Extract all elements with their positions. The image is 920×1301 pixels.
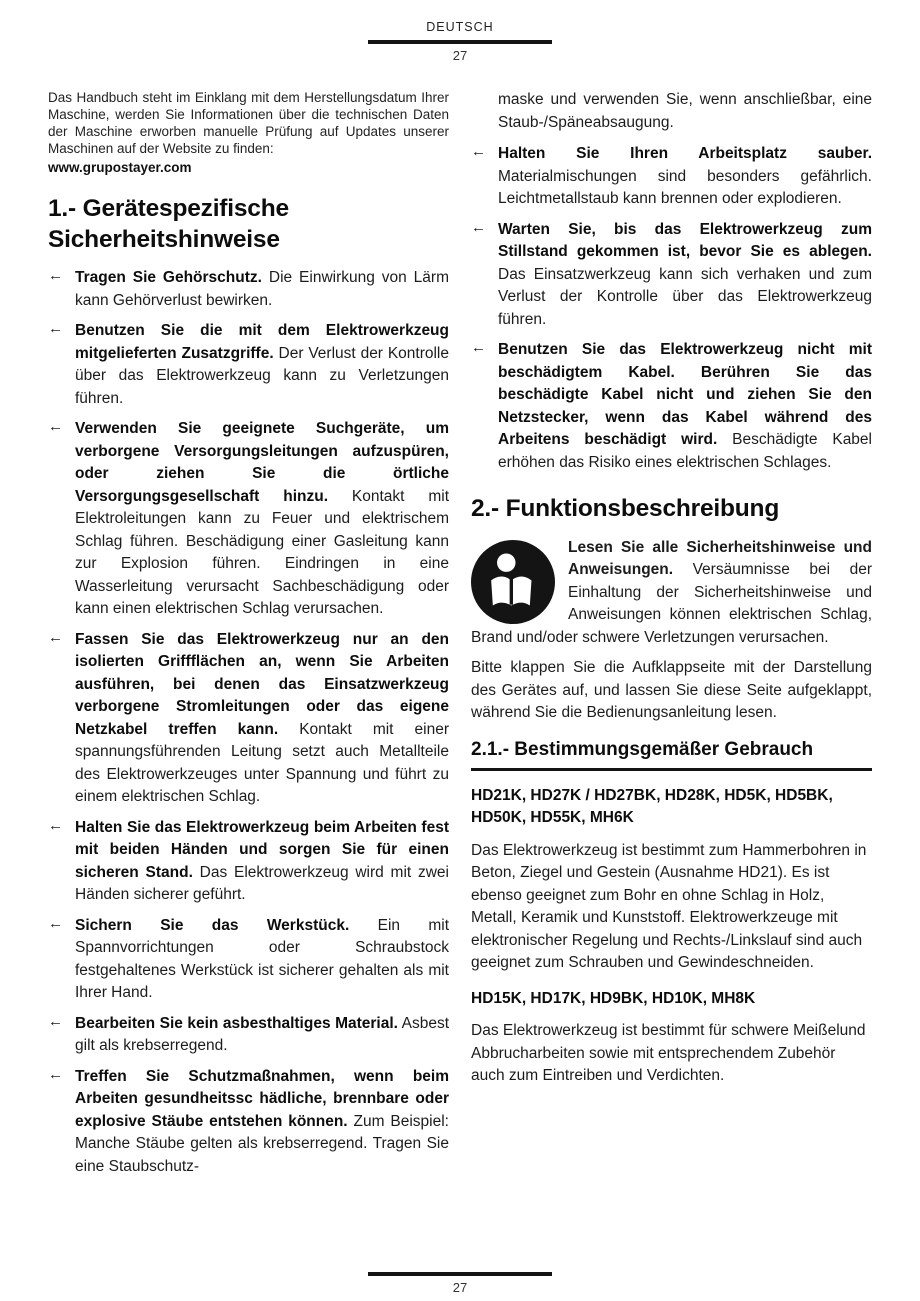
- bullet-body: Kontakt mit einer spannungsführenden Leitung setzt auch Metallteile des Elektrowerkzeuges unter Spannung und führt zu einem elektrischen Schlag.: [75, 720, 449, 806]
- safety-bullet: [48, 418, 449, 621]
- bullet-text: [75, 418, 449, 621]
- bullet-text: [75, 320, 449, 410]
- usage-paragraph-b: Das Elektrowerkzeug ist bestimmt für schwere Meißelund Abbrucharbeiten sowie mit entsprechendem Zubehör auch zum Eintreiben und Verdichten.: [471, 1022, 866, 1085]
- bullet-body: Die Einwirkung von Lärm kann Gehörverlust bewirken.: [75, 269, 449, 309]
- bullet-lead: Halten Sie das Elektrowerkzeug beim Arbeiten fest mit beiden Händen und sorgen Sie für einen sicheren Stand.: [75, 818, 449, 881]
- bullet-lead: Fassen Sie das Elektrowerkzeug nur an den isolierten Griffflächen an, wenn Sie Arbeiten ausführen, bei denen das Einsatzwerkzeug verborgene Stromleitungen oder das eigene Netzkabel treffen kann.: [75, 630, 449, 738]
- bullet-lead: Verwenden Sie geeignete Suchgeräte, um verborgene Versorgungsleitungen aufzuspüren, oder ziehen Sie die örtliche Versorgungsgesellschaft hinzu.: [75, 420, 449, 505]
- bullet-text: [75, 915, 449, 1005]
- bullet-text: [498, 219, 872, 332]
- left-arrow-icon: ←: [48, 418, 63, 436]
- left-arrow-icon: ←: [471, 339, 486, 356]
- section1-title: 1.- Gerätespezifische Sicherheitshinweise: [48, 195, 289, 253]
- safety-bullet: [48, 267, 449, 312]
- safety-bullet: [48, 817, 449, 907]
- right-column: [471, 89, 872, 1186]
- notice-lead: Lesen Sie alle Sicherheitshinweise und Anweisungen.: [568, 538, 872, 579]
- language-label: DEUTSCH: [426, 20, 494, 34]
- page-footer: [0, 1266, 920, 1295]
- safety-bullet: [48, 1013, 449, 1058]
- header-rule: [368, 40, 552, 44]
- bullet-lead: Tragen Sie Gehörschutz.: [75, 269, 262, 287]
- footer-rule: [368, 1272, 552, 1276]
- bullet-lead: Halten Sie Ihren Arbeitsplatz sauber.: [498, 145, 872, 162]
- model-list-a: HD21K, HD27K / HD27BK, HD28K, HD5K, HD5BK, HD50K, HD55K, MH6K: [471, 786, 833, 827]
- bullet-lead: Benutzen Sie die mit dem Elektrowerkzeug mitgelieferten Zusatzgriffe.: [75, 322, 449, 362]
- bullet-body: Kontakt mit Elektroleitungen kann zu Feuer und elektrischem Schlag führen. Beschädigung einer Gasleitung kann zur Explosion führen. Eindringen in eine Wasserleitung verursacht Sachbeschädigung oder kann einen elektrischen Schlag verursachen.: [75, 487, 449, 618]
- bullet-body: Beschädigte Kabel erhöhen das Risiko eines elektrischen Schlages.: [498, 431, 872, 471]
- safety-bullet: [48, 915, 449, 1005]
- safety-bullet: [471, 143, 872, 211]
- safety-bullet: [471, 339, 872, 474]
- bullet-body: Das Einsatzwerkzeug kann sich verhaken und zum Verlust der Kontrolle über das Elektrowerkzeug führen.: [498, 265, 872, 328]
- left-arrow-icon: ←: [48, 1065, 63, 1083]
- left-arrow-icon: ←: [48, 267, 63, 285]
- bullet-lead: Bearbeiten Sie kein asbesthaltiges Material.: [75, 1014, 398, 1032]
- bullet-body: Das Elektrowerkzeug wird mit zwei Händen sicherer geführt.: [75, 863, 449, 904]
- bullet-text: [75, 1013, 449, 1058]
- website-url: www.grupostayer.com: [48, 160, 192, 175]
- bullet-lead: Treffen Sie Schutzmaßnahmen, wenn beim Arbeiten gesundheitssc hädliche, brennbare oder explosive Stäube entstehen können.: [75, 1067, 449, 1130]
- safety-bullet: [471, 219, 872, 332]
- left-arrow-icon: ←: [48, 320, 63, 338]
- left-arrow-icon: ←: [48, 816, 63, 834]
- left-arrow-icon: ←: [48, 1012, 63, 1030]
- bullet-text: [75, 267, 449, 312]
- notice-body: Versäumnisse bei der Einhaltung der Sicherheitshinweise und Anweisungen können elektrischen Schlag, Brand und/oder schwere Verletzungen verursachen.: [471, 561, 872, 646]
- usage-paragraph-a: Das Elektrowerkzeug ist bestimmt zum Hammerbohren in Beton, Ziegel und Gestein (Ausnahme HD21). Es ist ebenso geeignet zum Bohr en ohne Schlag in Holz, Metall, Keramik und Kunststoff. Elektrowerkzeuge mit elektronischer Regelung und Rechts-/Linkslauf sind auch geeignet zum Schrauben und Gewindeschneiden.: [471, 841, 867, 972]
- bullet-continuation: maske und verwenden Sie, wenn anschließbar, eine Staub-/Späneabsaugung.: [498, 91, 872, 131]
- section2-title: 2.- Funktionsbeschreibung: [471, 495, 780, 522]
- bullet-text: [498, 143, 872, 211]
- bullet-lead: Benutzen Sie das Elektrowerkzeug nicht mit beschädigtem Kabel. Berühren Sie das beschädigte Kabel nicht und ziehen Sie den Netzstecker, wenn das Kabel während des Arbeitens beschädigt wird.: [498, 341, 872, 448]
- intro-paragraph: Das Handbuch steht im Einklang mit dem Herstellungsdatum Ihrer Maschine, werden Sie Informationen über die technischen Daten der Maschine erworben manuelle Prüfung auf Updates unserer Maschinen auf der Website zu finden:: [48, 90, 449, 156]
- content-columns: [0, 63, 920, 1186]
- model-list-b: HD15K, HD17K, HD9BK, HD10K, MH8K: [471, 989, 756, 1007]
- page-header: [0, 0, 920, 63]
- bullet-body: Der Verlust der Kontrolle über das Elektrowerkzeug kann zu Verletzungen führen.: [75, 344, 449, 407]
- bullet-body: Zum Beispiel: Manche Stäube gelten als krebserregend. Tragen Sie eine Staubschutz-: [75, 1112, 449, 1175]
- bullet-text: [75, 629, 449, 809]
- safety-bullet: [48, 1066, 449, 1179]
- bullet-body: Materialmischungen sind besonders gefährlich. Leichtmetallstaub kann brennen oder explodieren.: [498, 167, 872, 207]
- safety-bullet: [48, 629, 449, 809]
- safety-bullet: [48, 320, 449, 410]
- left-column: [48, 89, 449, 1186]
- section21-title: 2.1.- Bestimmungsgemäßer Gebrauch: [471, 739, 872, 771]
- bullet-text: [75, 817, 449, 907]
- bullet-text: [75, 1066, 449, 1179]
- page-number-top: 27: [452, 48, 468, 63]
- left-arrow-icon: ←: [48, 628, 63, 646]
- left-arrow-icon: ←: [471, 218, 486, 236]
- read-manual-icon: [471, 540, 555, 624]
- left-arrow-icon: ←: [48, 914, 63, 932]
- bullet-lead: Sichern Sie das Werkstück.: [75, 916, 350, 934]
- safety-notice: [471, 537, 872, 650]
- bullet-text: [498, 339, 872, 474]
- page-number-bottom: 27: [452, 1280, 468, 1295]
- left-arrow-icon: ←: [471, 143, 486, 160]
- bullet-body: Asbest gilt als krebserregend.: [75, 1014, 450, 1055]
- bullet-body: Ein mit Spannvorrichtungen oder Schraubstock festgehaltenes Werkstück ist sicherer gehalten als mit Ihrer Hand.: [75, 916, 450, 1002]
- foldout-instruction: Bitte klappen Sie die Aufklappseite mit der Darstellung des Gerätes auf, und lassen Sie diese Seite aufgeklappt, während Sie die Bedienungsanleitung lesen.: [471, 659, 872, 722]
- bullet-lead: Warten Sie, bis das Elektrowerkzeug zum Stillstand gekommen ist, bevor Sie es ablegen.: [498, 220, 872, 260]
